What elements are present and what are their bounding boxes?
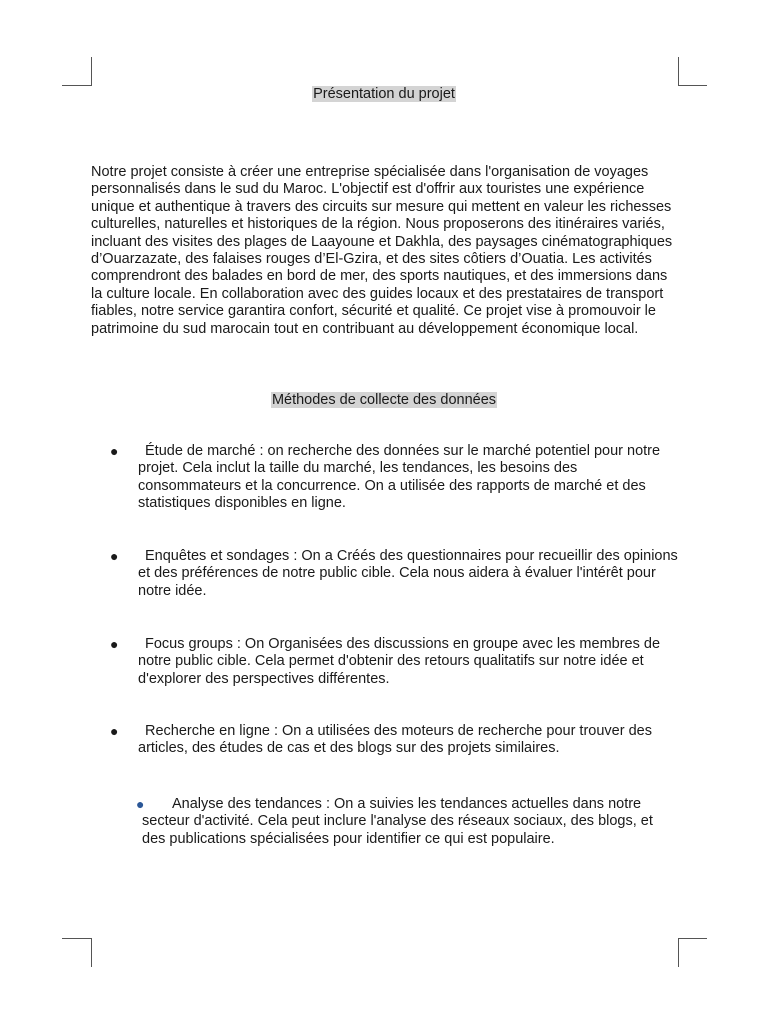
bullet-icon: ● <box>110 636 119 652</box>
list-item-online-research <box>110 723 680 758</box>
list-item-trend-analysis <box>136 796 671 848</box>
page-corner-mark-bottom-right <box>678 938 707 967</box>
list-item-text: Recherche en ligne : On a utilisées des moteurs de recherche pour trouver des articles, des études de cas et des blogs sur des projets similaires. <box>138 723 652 757</box>
page-corner-mark-top-right <box>678 57 707 86</box>
list-item-text: Étude de marché : on recherche des données sur le marché potentiel pour notre projet. Cela inclut la taille du marché, les tendances, les besoins des consommateurs et la concurrence. On a utilisée des rapports de marché et des statistiques disponibles en ligne. <box>138 443 661 512</box>
bullet-icon: ● <box>110 443 119 459</box>
list-item-focus-groups <box>110 636 680 688</box>
list-item-surveys <box>110 548 680 600</box>
list-item-market-study <box>110 443 680 513</box>
data-collection-methods-heading-text: Méthodes de collecte des données <box>271 392 497 408</box>
list-item-text: Enquêtes et sondages : On a Créés des questionnaires pour recueillir des opinions et des préférences de notre public cible. Cela nous aidera à évaluer l'intérêt pour notre idée. <box>138 548 678 599</box>
project-description-paragraph: Notre projet consiste à créer une entreprise spécialisée dans l'organisation de voyages personnalisés dans le sud du Maroc. L'objectif est d'offrir aux touristes une expérience unique et authentique à travers des circuits sur mesure qui mettent en valeur les richesses culturelles, naturelles et historiques de la région. Nous proposerons des itinéraires variés, incluant des visites des plages de Laayoune et Dakhla, des paysages cinématographiques d’Ouarzazate, des falaises rouges d’El-Gzira, et des sites côtiers d’Ouatia. Les activités comprendront des balades en bord de mer, des sports nautiques, et des immersions dans la culture locale. En collaboration avec des guides locaux et des prestataires de transport fiables, notre service garantira confort, sécurité et qualité. Ce projet vise à promouvoir le patrimoine du sud marocain tout en contribuant au développement économique local. <box>91 164 673 337</box>
page-corner-mark-top-left <box>62 57 92 86</box>
list-item-text: Focus groups : On Organisées des discussions en groupe avec les membres de notre public cible. Cela permet d'obtenir des retours qualitatifs sur notre idée et d'explorer des perspectives différentes. <box>138 636 661 687</box>
bullet-icon: ● <box>136 796 145 812</box>
bullet-icon: ● <box>110 723 119 739</box>
data-collection-methods-heading <box>0 391 768 409</box>
list-item-text: Analyse des tendances : On a suivies les tendances actuelles dans notre secteur d'activité. Cela peut inclure l'analyse des réseaux sociaux, des blogs, et des publications spécialisées pour identifier ce qui est populaire. <box>142 796 653 847</box>
bullet-icon: ● <box>110 548 119 564</box>
project-presentation-heading <box>0 85 768 103</box>
page-corner-mark-bottom-left <box>62 938 92 967</box>
project-presentation-heading-text: Présentation du projet <box>313 86 455 102</box>
